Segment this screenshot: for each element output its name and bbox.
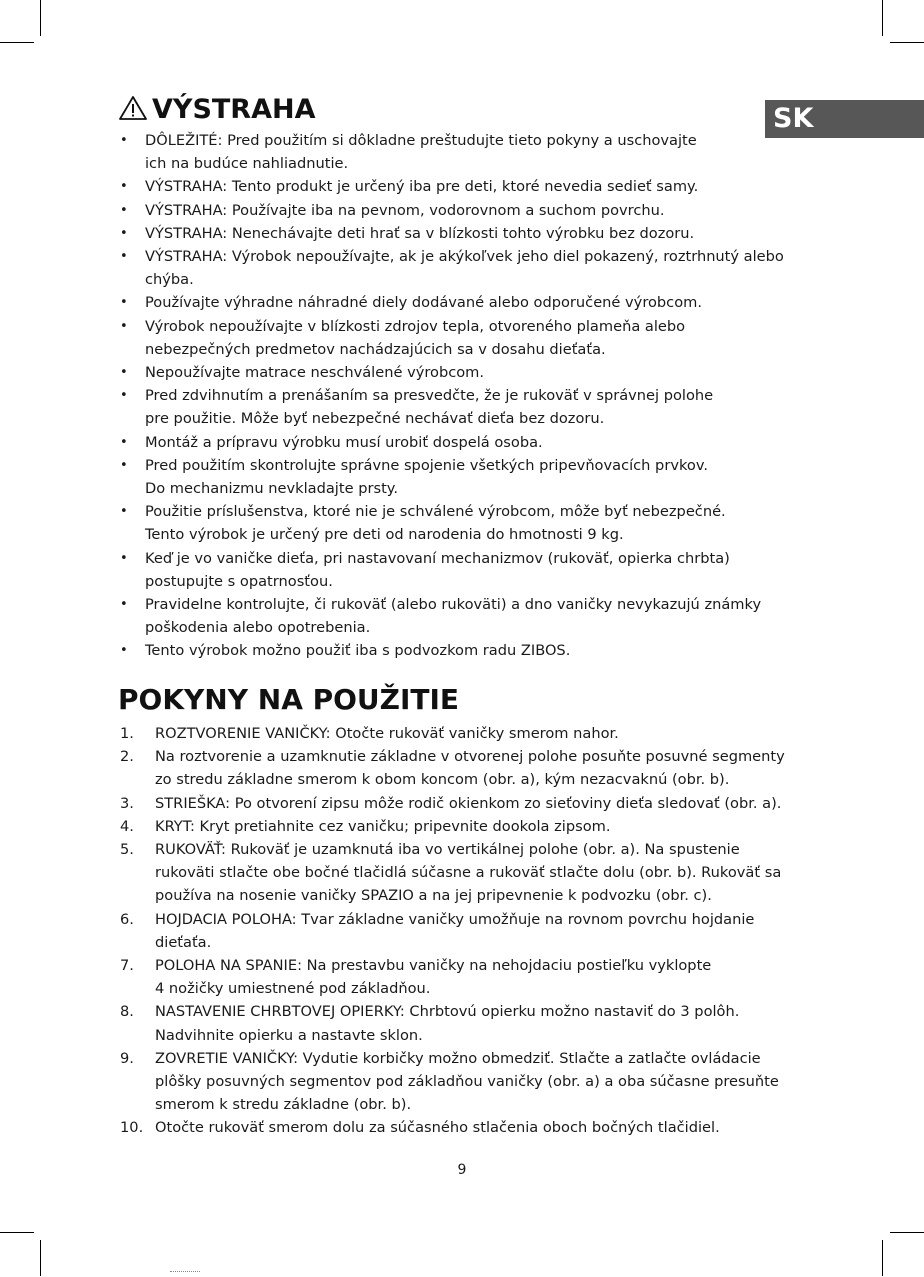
bullet-icon: • [120,434,128,450]
bullet-icon: • [120,133,128,148]
instruction-list-item [120,722,810,745]
warning-list-item [120,129,810,175]
warning-item-text: Pred použitím skontrolujte správne spojenie všetkých pripevňovacích prvkov. Do mechanizmu nevkladajte prsty. [145,456,708,498]
instruction-text: POLOHA NA SPANIE: Na prestavbu vaničky na nehojdaciu postieľku vyklopte 4 nožičky umiestnené pod základňou. [155,957,712,998]
warning-item-text: Výrobok nepoužívajte v blízkosti zdrojov tepla, otvoreného plameňa alebo nebezpečných predmetov nachádzajúcich sa v dosahu dieťaťa. [145,317,686,358]
warning-list-item [120,500,810,546]
warning-triangle-icon [118,95,148,121]
bottom-trim-mark [170,1271,200,1277]
bullet-icon: • [120,504,128,520]
instruction-list-item [120,954,810,1000]
bullet-icon: • [120,179,128,195]
instruction-list-item [120,815,810,838]
instruction-text: RUKOVÄŤ: Rukoväť je uzamknutá iba vo vertikálnej polohe (obr. a). Na spustenie rukoväti stlačte obe bočné tlačidlá súčasne a rukoväť stlačte dolu (obr. b). Rukoväť sa používa na nosenie vaničky SPAZIO a na jej pripevnenie k podvozku (obr. c). [155,841,782,905]
instructions-list [120,722,810,1140]
instructions-heading [118,684,459,716]
instruction-list-item [120,1000,810,1046]
warning-item-text: VÝSTRAHA: Nenechávajte deti hrať sa v blízkosti tohto výrobku bez dozoru. [145,224,695,242]
instruction-text: NASTAVENIE CHRBTOVEJ OPIERKY: Chrbtovú opierku možno nastaviť do 3 polôh. Nadvihnite opierku a nastavte sklon. [155,1003,740,1044]
bullet-icon: • [120,550,128,566]
bullet-icon: • [120,202,128,218]
language-tab-label: SK [773,103,814,134]
warning-list-item [120,593,810,639]
warning-title: VÝSTRAHA [152,94,316,125]
instruction-number: 7. [120,957,134,975]
crop-mark [890,42,924,43]
crop-mark [882,1240,883,1276]
instruction-text: ROZTVORENIE VANIČKY: Otočte rukoväť vaničky smerom nahor. [155,725,619,742]
warning-item-text: Používajte výhradne náhradné diely dodávané alebo odporučené výrobcom. [145,294,702,312]
warning-list-item [120,454,810,500]
warning-item-text: Tento výrobok možno použiť iba s podvozkom radu ZIBOS. [145,642,571,660]
instruction-number: 2. [120,748,134,766]
bullet-icon: • [120,225,128,241]
warning-item-text: VÝSTRAHA: Používajte iba na pevnom, vodorovnom a suchom povrchu. [145,201,665,219]
bullet-icon: • [120,249,128,265]
instruction-list-item [120,1116,810,1139]
bullet-icon: • [120,365,128,381]
bullet-icon: • [120,318,128,334]
instruction-list-item [120,1047,810,1117]
warning-item-text: Montáž a prípravu výrobku musí urobiť dospelá osoba. [145,433,543,451]
instruction-list-item [120,792,810,815]
warning-item-text: Použitie príslušenstva, ktoré nie je schválené výrobcom, môže byť nebezpečné. Tento výrobok je určený pre deti od narodenia do hmotnosti 9 kg. [145,503,726,544]
instruction-number: 3. [120,794,134,812]
warning-list-item [120,361,810,384]
warning-list-item [120,199,810,222]
crop-mark [890,1232,924,1233]
bullet-icon: • [120,388,128,404]
warning-heading [118,94,316,126]
bullet-icon: • [120,457,128,473]
bullet-icon: • [120,643,128,659]
crop-mark [882,0,883,36]
warning-list [120,129,810,663]
warning-item-text: VÝSTRAHA: Tento produkt je určený iba pre deti, ktoré nevedia sedieť samy. [145,178,699,196]
instruction-list-item [120,745,810,791]
instruction-list-item [120,838,810,908]
warning-list-item [120,639,810,662]
warning-item-text: Keď je vo vaničke dieťa, pri nastavovaní mechanizmov (rukoväť, opierka chrbta) postupujte s opatrnosťou. [145,549,730,590]
crop-mark [40,1240,41,1276]
instruction-number: 5. [120,841,134,859]
warning-item-text: Nepoužívajte matrace neschválené výrobcom. [145,364,485,382]
instruction-number: 10. [120,1119,144,1137]
instructions-title: POKYNY NA POUŽITIE [118,683,460,716]
crop-mark [40,0,41,36]
instruction-text: KRYT: Kryt pretiahnite cez vaničku; pripevnite dookola zipsom. [155,817,611,835]
instruction-number: 9. [120,1049,134,1067]
warning-list-item [120,315,810,361]
instruction-number: 6. [120,910,134,928]
instruction-text: Na roztvorenie a uzamknutie základne v otvorenej polohe posuňte posuvné segmenty zo stredu základne smerom k obom koncom (obr. a), kým nezacvaknú (obr. b). [155,748,785,789]
warning-item-text: VÝSTRAHA: Výrobok nepoužívajte, ak je akýkoľvek jeho diel pokazený, roztrhnutý alebo chýba. [145,248,784,289]
warning-list-item [120,431,810,454]
instruction-number: 4. [120,817,134,835]
warning-list-item [120,222,810,245]
warning-item-text: Pred zdvihnutím a prenášaním sa presvedčte, že je rukoväť v správnej polohe pre použitie. Môže byť nebezpečné nechávať dieťa bez dozoru. [145,387,714,428]
warning-list-item [120,175,810,198]
warning-item-text: DÔLEŽITÉ: Pred použitím si dôkladne preštudujte tieto pokyny a uschovajte ich na budúce nahliadnutie. [145,132,697,173]
instruction-number: 8. [120,1003,134,1021]
warning-list-item [120,384,810,430]
crop-mark [0,1232,34,1233]
instruction-text: ZOVRETIE VANIČKY: Vydutie korbičky možno obmedziť. Stlačte a zatlačte ovládacie plôšky posuvných segmentov pod základňou vaničky (obr. a) a oba súčasne presuňte smerom k stredu základne (obr. b). [155,1049,779,1114]
warning-list-item [120,547,810,593]
page-number: 9 [457,1162,467,1178]
warning-list-item [120,291,810,314]
warning-list-item [120,245,810,291]
warning-item-text: Pravidelne kontrolujte, či rukoväť (alebo rukoväti) a dno vaničky nevykazujú známky poškodenia alebo opotrebenia. [145,596,762,637]
bullet-icon: • [120,597,128,613]
bullet-icon: • [120,295,128,311]
instruction-text: STRIEŠKA: Po otvorení zipsu môže rodič okienkom zo sieťoviny dieťa sledovať (obr. a). [155,794,782,812]
instruction-number: 1. [120,725,134,742]
instruction-text: Otočte rukoväť smerom dolu za súčasného stlačenia oboch bočných tlačidiel. [155,1119,720,1137]
crop-mark [0,42,34,43]
instruction-list-item [120,908,810,954]
instruction-text: HOJDACIA POLOHA: Tvar základne vaničky umožňuje na rovnom povrchu hojdanie dieťaťa. [155,910,755,951]
